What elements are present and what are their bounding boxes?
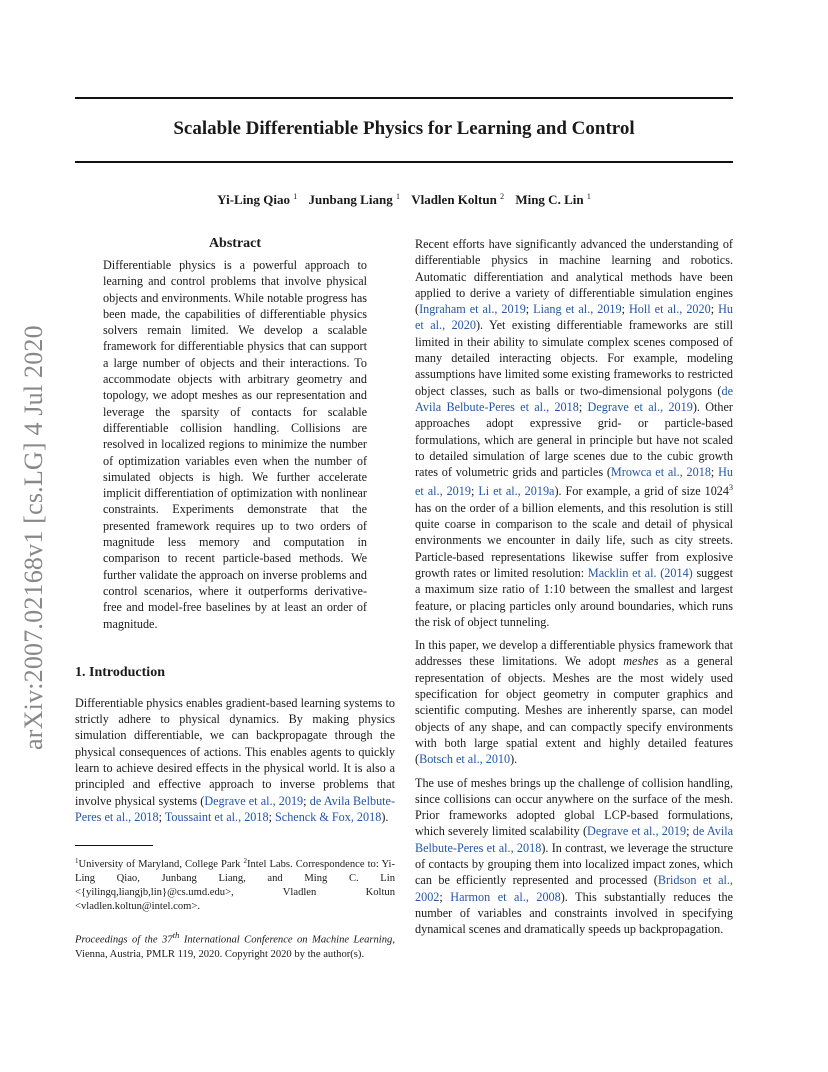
citation-link[interactable]: Degrave et al., 2019 bbox=[587, 399, 693, 414]
title-bottom-rule bbox=[75, 161, 733, 163]
intro-text: Differentiable physics enables gradient-based learning systems to strictly adhere to physical dynamics. By making physics simulation differentiable, we can backpropagate through the physical consequences of actions. This enables agents to quickly learn to achieve desired effects in the physical world. It is also a principled and effective approach to inverse problems that involve physical systems ( bbox=[75, 695, 395, 808]
citation-link[interactable]: de Avila Belbute-Peres et al., 2018 bbox=[415, 383, 733, 414]
author-affiliation: 1 bbox=[395, 192, 400, 201]
exponent: 3 bbox=[729, 483, 733, 493]
abstract-text: Differentiable physics is a powerful approach to learning and control problems that involve physical objects and environments. While notable progress has been made, the capabilities of differentiable physics solvers remain limited. We develop a scalable framework for differentiable physics that can support a large number of objects and their interactions. To accommodate objects with arbitrary geometry and topology, we adopt meshes as our representation and leverage the sparsity of contacts for scalable differentiable collision handling. Collisions are resolved in localized regions to minimize the number of optimization variables even when the number of simulated objects is high. We further accelerate implicit differentiation of optimization with nonlinear constraints. Experiments demonstrate that the presented framework requires up to two orders of magnitude less memory and computation in comparison to recent particle-based methods. We further validate the approach on inverse problems and control scenarios, where it outperforms derivative-free and model-free baselines by at least an order of magnitude. bbox=[103, 258, 367, 631]
body-text: ). Yet existing differentiable frameworks are still limited in their ability to simulate complex scenes composed of many detailed interacting objects. For example, modeling assumptions have limited some existing frameworks to restricted object classes, such as balls or two-dimensional polygons ( bbox=[415, 318, 733, 398]
title-top-rule bbox=[75, 97, 733, 99]
body-text: Recent efforts have significantly advanced the understanding of differentiable physics in machine learning and robotics. Automatic differentiation and analytical methods have been applied to derive a variety of differentiable simulation engines ( bbox=[415, 237, 733, 317]
citation-link[interactable]: Toussaint et al., 2018 bbox=[164, 809, 269, 824]
section-heading-introduction: 1. Introduction bbox=[75, 664, 165, 680]
citation-link[interactable]: Ingraham et al., 2019 bbox=[419, 302, 526, 317]
citation-link[interactable]: Hu et al., 2019 bbox=[415, 465, 733, 499]
intro-paragraph: Differentiable physics enables gradient-based learning systems to strictly adhere to physical dynamics. By making physics simulation differentiable, we can backpropagate through the physical consequences of actions. This enables agents to quickly learn to achieve desired effects in the physical world. It is also a principled and effective approach to inverse problems that involve physical systems (Degrave et al., 2019; de Avila Belbute-Peres et al., 2018; Toussaint et al., 2018; Schenck & Fox, 2018). bbox=[75, 695, 396, 824]
right-column bbox=[415, 236, 733, 944]
proceedings-c: , Vienna, Austria, PMLR 119, 2020. Copyright 2020 by the author(s). bbox=[75, 934, 395, 960]
footnote-rule bbox=[75, 845, 153, 846]
author bbox=[309, 192, 400, 207]
left-column bbox=[75, 236, 395, 962]
author-name: Vladlen Koltun bbox=[411, 192, 497, 207]
body-text: In this paper, we develop a differentiable physics framework that addresses these limitations. We adopt bbox=[415, 638, 733, 669]
citation-link[interactable]: Li et al., 2019a bbox=[478, 484, 555, 499]
citation-link[interactable]: de Avila Belbute-Peres et al., 2018 bbox=[75, 793, 396, 824]
author-affiliation: 1 bbox=[293, 192, 298, 201]
emphasis: meshes bbox=[623, 654, 659, 669]
citation-link[interactable]: Holl et al., 2020 bbox=[629, 302, 711, 317]
citation-link[interactable]: de Avila Belbute-Peres et al., 2018 bbox=[415, 824, 734, 855]
body-text: suggest a maximum size ratio of 1:10 between the smallest and largest feature, or placing particles only around boundaries, which runs the risk of object tunneling. bbox=[415, 565, 733, 629]
author-affiliation: 1 bbox=[586, 192, 591, 201]
body-text: has on the order of a billion elements, and this resolution is still quite coarse in comparison to the scale and detail of physical environments we encounter in daily life, such as city streets. Particle-based representations likewise suffer from explosive growth rates or limited resolution: bbox=[415, 500, 733, 580]
citation-link[interactable]: Mrowca et al., 2018 bbox=[610, 465, 711, 480]
citation-link[interactable]: Degrave et al., 2019 bbox=[587, 824, 687, 839]
body-text: as a general representation of objects. Meshes are the most widely used specification for object geometry in computer graphics and scientific computing. Meshes are inherently sparse, can model objects of any shape, and can compactly specify environments with both large spatial extent and highly detailed features ( bbox=[415, 654, 733, 767]
abstract bbox=[75, 236, 395, 632]
affiliation-2-and-contact: Intel Labs. Correspondence to: Yi-Ling Qiao, Junbang Liang, and Ming C. Lin <{yilingq,liangjb,lin}@cs.umd.edu>, Vladlen Koltun <vladlen.koltun@intel.com>. bbox=[75, 859, 395, 913]
author bbox=[411, 192, 504, 207]
body-text: ). In contrast, we leverage the structure of contacts by grouping them into localized impact zones, which can be efficiently represented and processed ( bbox=[415, 840, 733, 888]
body-text: ). This substantially reduces the number of variables and constraints involved in specifying dynamical scenes and dramatically speeds up backpropagation. bbox=[415, 889, 733, 937]
proceedings-note bbox=[75, 928, 395, 962]
citation-link[interactable]: Hu et al., 2020 bbox=[415, 302, 733, 333]
citation-link[interactable]: Liang et al., 2019 bbox=[533, 302, 622, 317]
citation-link[interactable]: Harmon et al., 2008 bbox=[450, 889, 561, 904]
body-paragraph: Recent efforts have significantly advanced the understanding of differentiable physics in machine learning and robotics. Automatic differentiation and analytical methods have been applied to derive a variety of differentiable simulation engines (Ingraham et al., 2019; Liang et al., 2019; Holl et al., 2020; Hu et al., 2020). Yet existing differentiable frameworks are still limited in their ability to simulate complex scenes composed of many detailed interacting objects. For example, modeling assumptions have limited some existing frameworks to restricted object classes, such as balls or two-dimensional polygons (de Avila Belbute-Peres et al., 2018; Degrave et al., 2019). Other approaches adopt expressive grid- or particle-based formulations, which are general in principle but have not scaled to detailed simulation of large scenes due to the cubic growth rates of volumetric grids and particles (Mrowca et al., 2018; Hu et al., 2019; Li et al., 2019a). For example, a grid of size 1024$^3$ has on the order of a billion elements, and this resolution is still quite coarse in comparison to the scale and detail of physical environments we encounter in daily life, such as city streets. Particle-based representations likewise suffer from explosive growth rates or limited resolution: Macklin et al. (2014) suggest a maximum size ratio of 1:10 between the smallest and largest feature, or placing particles only around boundaries, which runs the risk of object tunneling. bbox=[415, 237, 733, 629]
intro-text-end: ). bbox=[381, 809, 389, 824]
citation-link[interactable]: Bridson et al., 2002 bbox=[415, 873, 733, 904]
abstract-heading: Abstract bbox=[208, 236, 262, 251]
citation-link[interactable]: (2014) bbox=[660, 565, 693, 580]
body-paragraph bbox=[415, 637, 733, 767]
author bbox=[515, 192, 591, 207]
proceedings-sup: th bbox=[172, 930, 180, 941]
body-text: ). For example, a grid of size 1024 bbox=[554, 484, 729, 499]
affiliation-1: University of Maryland, College Park bbox=[78, 859, 244, 871]
body-paragraph: The use of meshes brings up the challenge of collision handling, since collisions can occur anywhere on the surface of the mesh. Prior frameworks adopted global LCP-based formulations, which severely limited scalability (Degrave et al., 2019; de Avila Belbute-Peres et al., 2018). In contrast, we leverage the structure of contacts by grouping them into localized impact zones, which can be efficiently represented and processed (Bridson et al., 2002; Harmon et al., 2008). This substantially reduces the number of variables and constraints involved in specifying dynamical scenes and dramatically speeds up backpropagation. bbox=[415, 775, 734, 937]
arxiv-stamp: arXiv:2007.02168v1 [cs.LG] 4 Jul 2020 bbox=[19, 325, 48, 750]
citation-link[interactable]: Degrave et al., 2019 bbox=[204, 793, 304, 808]
author-name: Yi-Ling Qiao bbox=[217, 192, 291, 207]
paper-title: Scalable Differentiable Physics for Learning and Control bbox=[173, 118, 635, 139]
proceedings-b: International Conference on Machine Learning bbox=[179, 934, 393, 946]
body-text: ). Other approaches adopt expressive grid- or particle-based formulations, which are general in principle but have not scaled to detailed simulation of large scenes due to the cubic growth rates of volumetric grids and particles ( bbox=[415, 399, 733, 480]
proceedings-a: Proceedings of the 37 bbox=[75, 934, 173, 946]
body-text: ). bbox=[510, 752, 518, 767]
citation-link[interactable]: Schenck & Fox, 2018 bbox=[275, 809, 382, 824]
author bbox=[217, 192, 297, 207]
author-list bbox=[75, 192, 733, 208]
citation-link[interactable]: Botsch et al., 2010 bbox=[419, 752, 511, 767]
citation-link[interactable]: Macklin et al. bbox=[587, 565, 657, 580]
author-name: Junbang Liang bbox=[308, 192, 393, 207]
author-name: Ming C. Lin bbox=[515, 192, 584, 207]
affiliation-footnote: $^1$University of Maryland, College Park $^2$Intel Labs. Correspondence to: Yi-Ling Qiao, Junbang Liang, and Ming C. Lin <{yilingq,liangjb,lin}@cs.umd.edu>, Vladlen Koltun <vladlen.koltun@intel.com>. bbox=[75, 857, 395, 913]
author-affiliation: 2 bbox=[500, 192, 505, 201]
body-text: The use of meshes brings up the challenge of collision handling, since collisions can occur anywhere on the surface of the mesh. Prior frameworks adopted global LCP-based formulations, which severely limited scalability ( bbox=[415, 775, 733, 839]
